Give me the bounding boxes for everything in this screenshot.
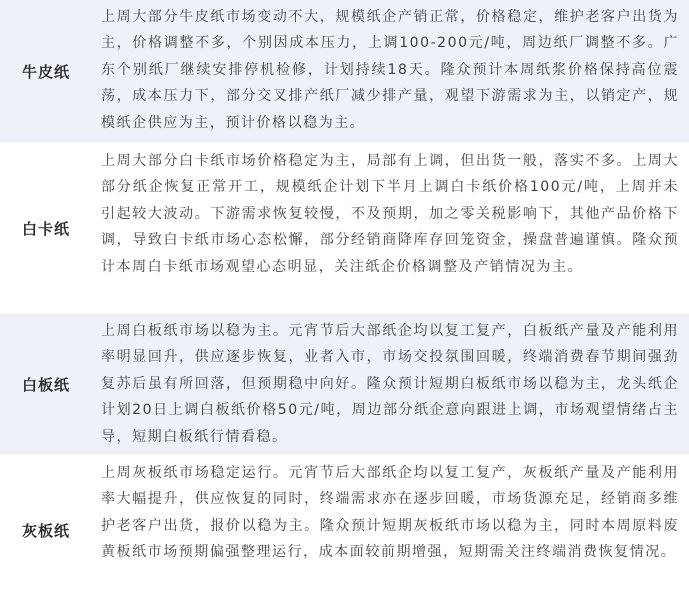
row-description: 上周大部分牛皮纸市场变动不大，规模纸企产销正常，价格稳定，维护老客户出货为主，价格调整不多，个别因成本压力，上调100-200元/吨，周边纸厂调整不多。广东个别纸厂继续安排停机检修，计划持续18天。隆众预计本周纸浆价格保持高位震荡，成本压力下，部分交叉排产纸厂减少排产量，观望下游需求为主，以销定产，规模纸企供应为主，预计价格以稳为主。 — [101, 9, 679, 131]
row-description: 上周灰板纸市场稳定运行。元宵节后大部纸企均以复工复产，灰板纸产量及产能利用率大幅提升，供应恢复的同时，终端需求亦在逐步回暖，市场货源充足，经销商多维护老客户出货，报价以稳为主。隆众预计短期灰板纸市场以稳为主，同时本周原料废黄板纸市场预期偏强整理运行，成本面较前期增强，短期需关注终端消费恢复情况。 — [101, 465, 679, 561]
table-row-kraft-paper — [0, 0, 689, 142]
row-label: 灰板纸 — [21, 521, 70, 540]
row-description: 上周白板纸市场以稳为主。元宵节后大部纸企均以复工复产，白板纸产量及产能利用率明显回升，供应逐步恢复，业者入市，市场交投氛围回暖，终端消费春节期间强劲复苏后虽有所回落，但预期稳中向好。隆众预计短期白板纸市场以稳为主，龙头纸企计划20日上调白板纸价格50元/吨，周边部分纸企意向跟进上调，市场观望情绪占主导，短期白板纸行情看稳。 — [101, 323, 679, 445]
row-label: 白板纸 — [21, 375, 70, 394]
table-row-white-cardboard — [0, 144, 689, 312]
table-row-greyboard-paper — [0, 456, 689, 604]
row-label: 白卡纸 — [21, 219, 70, 238]
table-row-whiteboard-paper — [0, 314, 689, 454]
row-label: 牛皮纸 — [21, 62, 70, 81]
row-description: 上周大部分白卡纸市场价格稳定为主，局部有上调，但出货一般，落实不多。上周大部分纸企恢复正常开工，规模纸企计划下半月上调白卡纸价格100元/吨，上周并未引起较大波动。下游需求恢复较慢，不及预期，加之零关税影响下，其他产品价格下调，导致白卡纸市场心态松懈，部分经销商降库存回笼资金，操盘普遍谨慎。隆众预计本周白卡纸市场观望心态明显，关注纸企价格调整及产销情况为主。 — [101, 153, 679, 275]
